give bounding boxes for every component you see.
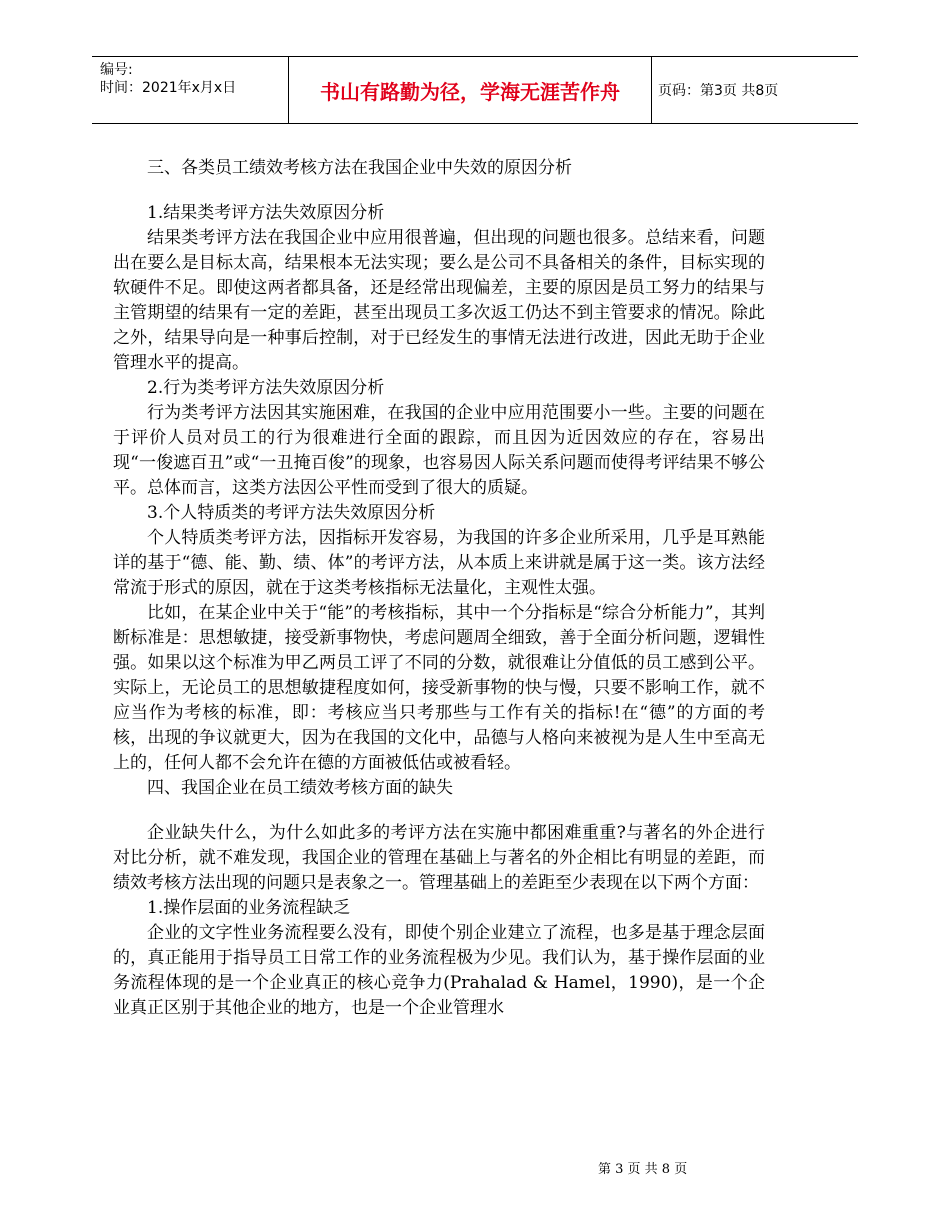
header-motto: 书山有路勤为径，学海无涯苦作舟 <box>288 57 652 123</box>
paragraph: 比如，在某企业中关于“能”的考核指标，其中一个分指标是“综合分析能力”，其判断标准是：思想敏捷，接受新事物快，考虑问题周全细致，善于全面分析问题，逻辑性强。如果以这个标准为甲乙两员工评了不同的分数，就很难让分值低的员工感到公平。实际上，无论员工的思想敏捷程度如何，接受新事物的快与慢，只要不影响工作，就不应当作为考核的标准，即：考核应当只考那些与工作有关的指标!在“德”的方面的考核，出现的争议就更大，因为在我国的文化中，品德与人格向来被视为是人生中至高无上的，任何人都不会允许在德的方面被低估或被看轻。 <box>113 603 765 773</box>
section-heading: 三、各类员工绩效考核方法在我国企业中失效的原因分析 <box>147 158 572 178</box>
subsection-heading: 1.结果类考评方法失效原因分析 <box>147 203 385 223</box>
subsection-heading: 2.行为类考评方法失效原因分析 <box>147 378 385 398</box>
paragraph: 结果类考评方法在我国企业中应用很普遍，但出现的问题也很多。总结来看，问题出在要么是目标太高，结果根本无法实现；要么是公司不具备相关的条件，目标实现的软硬件不足。即使这两者都具备，还是经常出现偏差，主要的原因是员工努力的结果与主管期望的结果有一定的差距，甚至出现员工多次返工仍达不到主管要求的情况。除此之外，结果导向是一种事后控制，对于已经发生的事情无法进行改进，因此无助于企业管理水平的提高。 <box>113 228 765 373</box>
page-footer: 第 3 页 共 8 页 <box>598 1162 688 1177</box>
paragraph: 企业缺失什么，为什么如此多的考评方法在实施中都困难重重?与著名的外企进行对比分析，就不难发现，我国企业的管理在基础上与著名的外企相比有明显的差距，而绩效考核方法出现的问题只是表象之一。管理基础上的差距至少表现在以下两个方面： <box>113 823 765 893</box>
header-page-number: 页码：第3页 共8页 <box>658 83 779 99</box>
paragraph: 行为类考评方法因其实施困难，在我国的企业中应用范围要小一些。主要的问题在于评价人员对员工的行为很难进行全面的跟踪，而且因为近因效应的存在，容易出现“一俊遮百丑”或“一丑掩百俊”的现象，也容易因人际关系问题而使得考评结果不够公平。总体而言，这类方法因公平性而受到了很大的质疑。 <box>113 403 765 498</box>
document-body <box>113 156 765 1021</box>
paragraph: 个人特质类考评方法，因指标开发容易，为我国的许多企业所采用，几乎是耳熟能详的基于“德、能、勤、绩、体”的考评方法，从本质上来讲就是属于这一类。该方法经常流于形式的原因，就在于这类考核指标无法量化，主观性太强。 <box>113 528 765 598</box>
page-header <box>92 56 858 124</box>
subsection-heading: 3.个人特质类的考评方法失效原因分析 <box>147 503 436 523</box>
document-number-label: 编号: <box>100 62 133 78</box>
section-heading: 四、我国企业在员工绩效考核方面的缺失 <box>147 778 453 798</box>
header-meta <box>100 61 288 97</box>
document-time-label: 时间：2021年x月x日 <box>100 80 237 96</box>
paragraph: 企业的文字性业务流程要么没有，即使个别企业建立了流程，也多是基于理念层面的，真正能用于指导员工日常工作的业务流程极为少见。我们认为，基于操作层面的业务流程体现的是一个企业真正的核心竞争力(Prahalad & Hamel，1990)，是一个企业真正区别于其他企业的地方，也是一个企业管理水 <box>113 923 765 1018</box>
subsection-heading: 1.操作层面的业务流程缺乏 <box>147 898 351 918</box>
